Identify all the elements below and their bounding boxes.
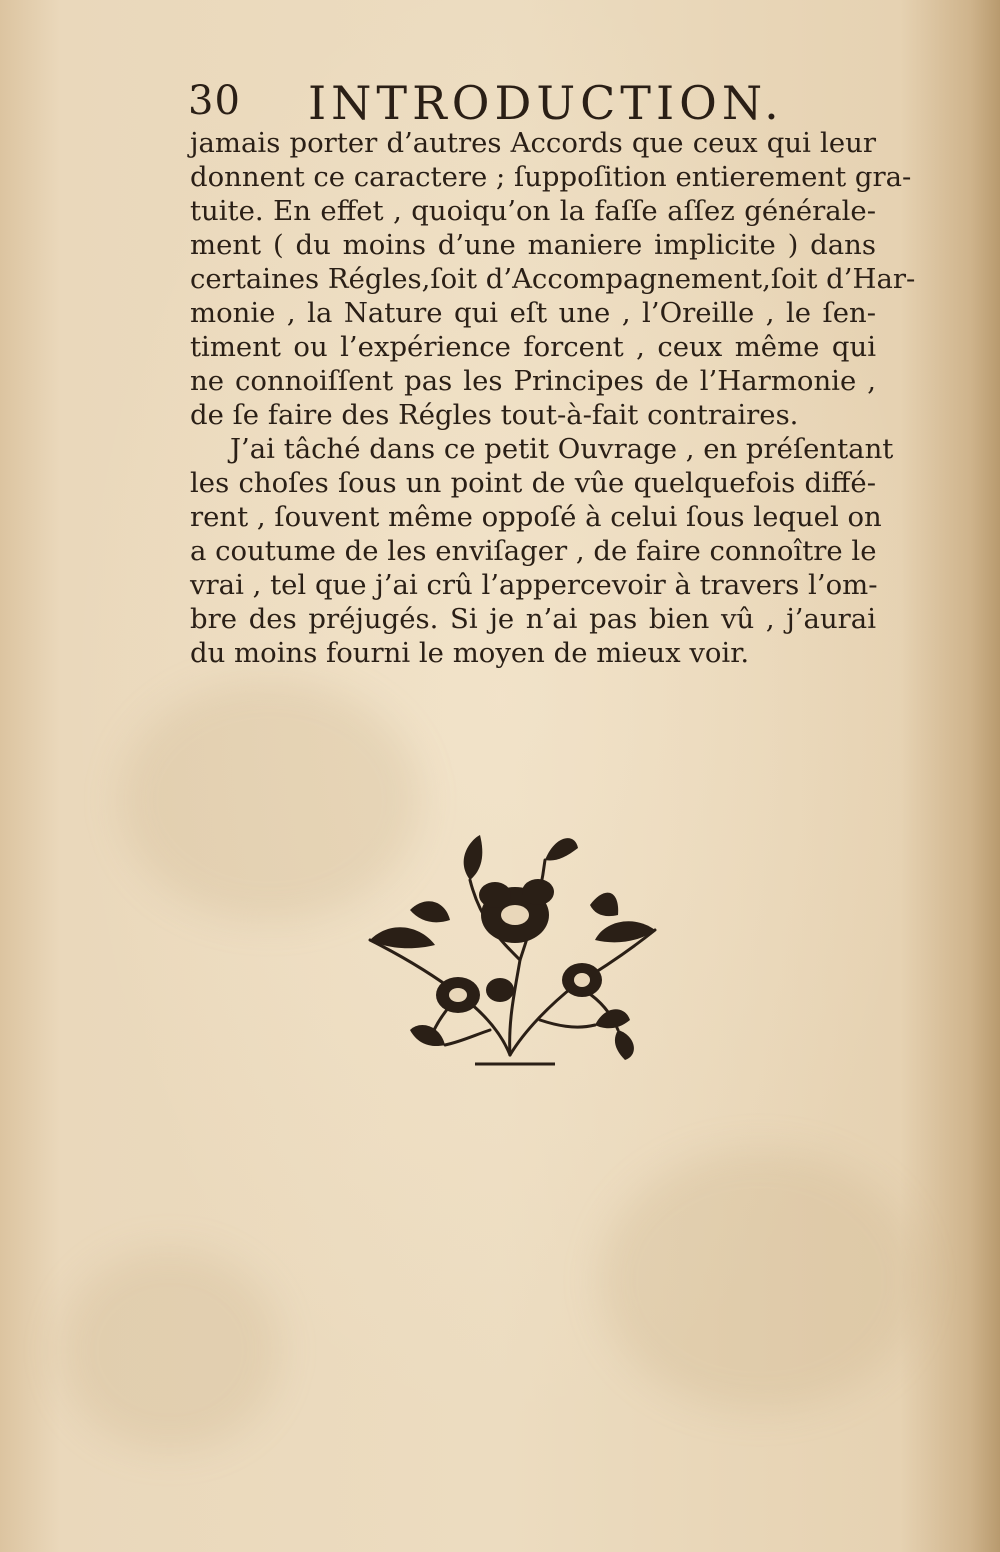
text-line: tuite. En effet , quoiqu’on la faſſe aſſez générale- [190,195,876,227]
text-line: ment ( du moins d’une maniere implicite ) dans [190,229,876,261]
running-title: INTRODUCTION. [308,76,784,130]
page-number: 30 [188,78,241,124]
text-line: bre des préjugés. Si je n’ai pas bien vû , j’aurai [190,603,876,635]
text-line: de ſe faire des Régles tout-à-fait contraires. [190,399,799,431]
floral-tailpiece-icon [350,820,670,1070]
page-header [188,76,888,132]
text-line: J’ai tâché dans ce petit Ouvrage , en préſentant [230,433,894,465]
text-line: timent ou l’expérience forcent , ceux même qui [190,331,876,363]
body-text [190,126,916,670]
paper-stain [600,1150,920,1410]
text-line: ne connoiſſent pas les Principes de l’Harmonie , [190,365,876,397]
text-line: certaines Régles,ſoit d’Accompagnement,ſoit d’Har- [190,263,916,295]
text-line: a coutume de les enviſager , de faire connoître le [190,535,877,567]
text-line: du moins fourni le moyen de mieux voir. [190,637,750,669]
text-line: donnent ce caractere ; ſuppoſition entierement gra- [190,161,912,193]
text-line: jamais porter d’autres Accords que ceux qui leur [190,127,876,159]
text-line: vrai , tel que j’ai crû l’appercevoir à travers l’om- [190,569,878,601]
text-line: rent , ſouvent même oppoſé à celui ſous lequel on [190,501,882,533]
paper-stain [60,1250,280,1450]
text-line: monie , la Nature qui eſt une , l’Oreille , le ſen- [190,297,876,329]
text-line: les choſes ſous un point de vûe quelquefois diffé- [190,467,876,499]
